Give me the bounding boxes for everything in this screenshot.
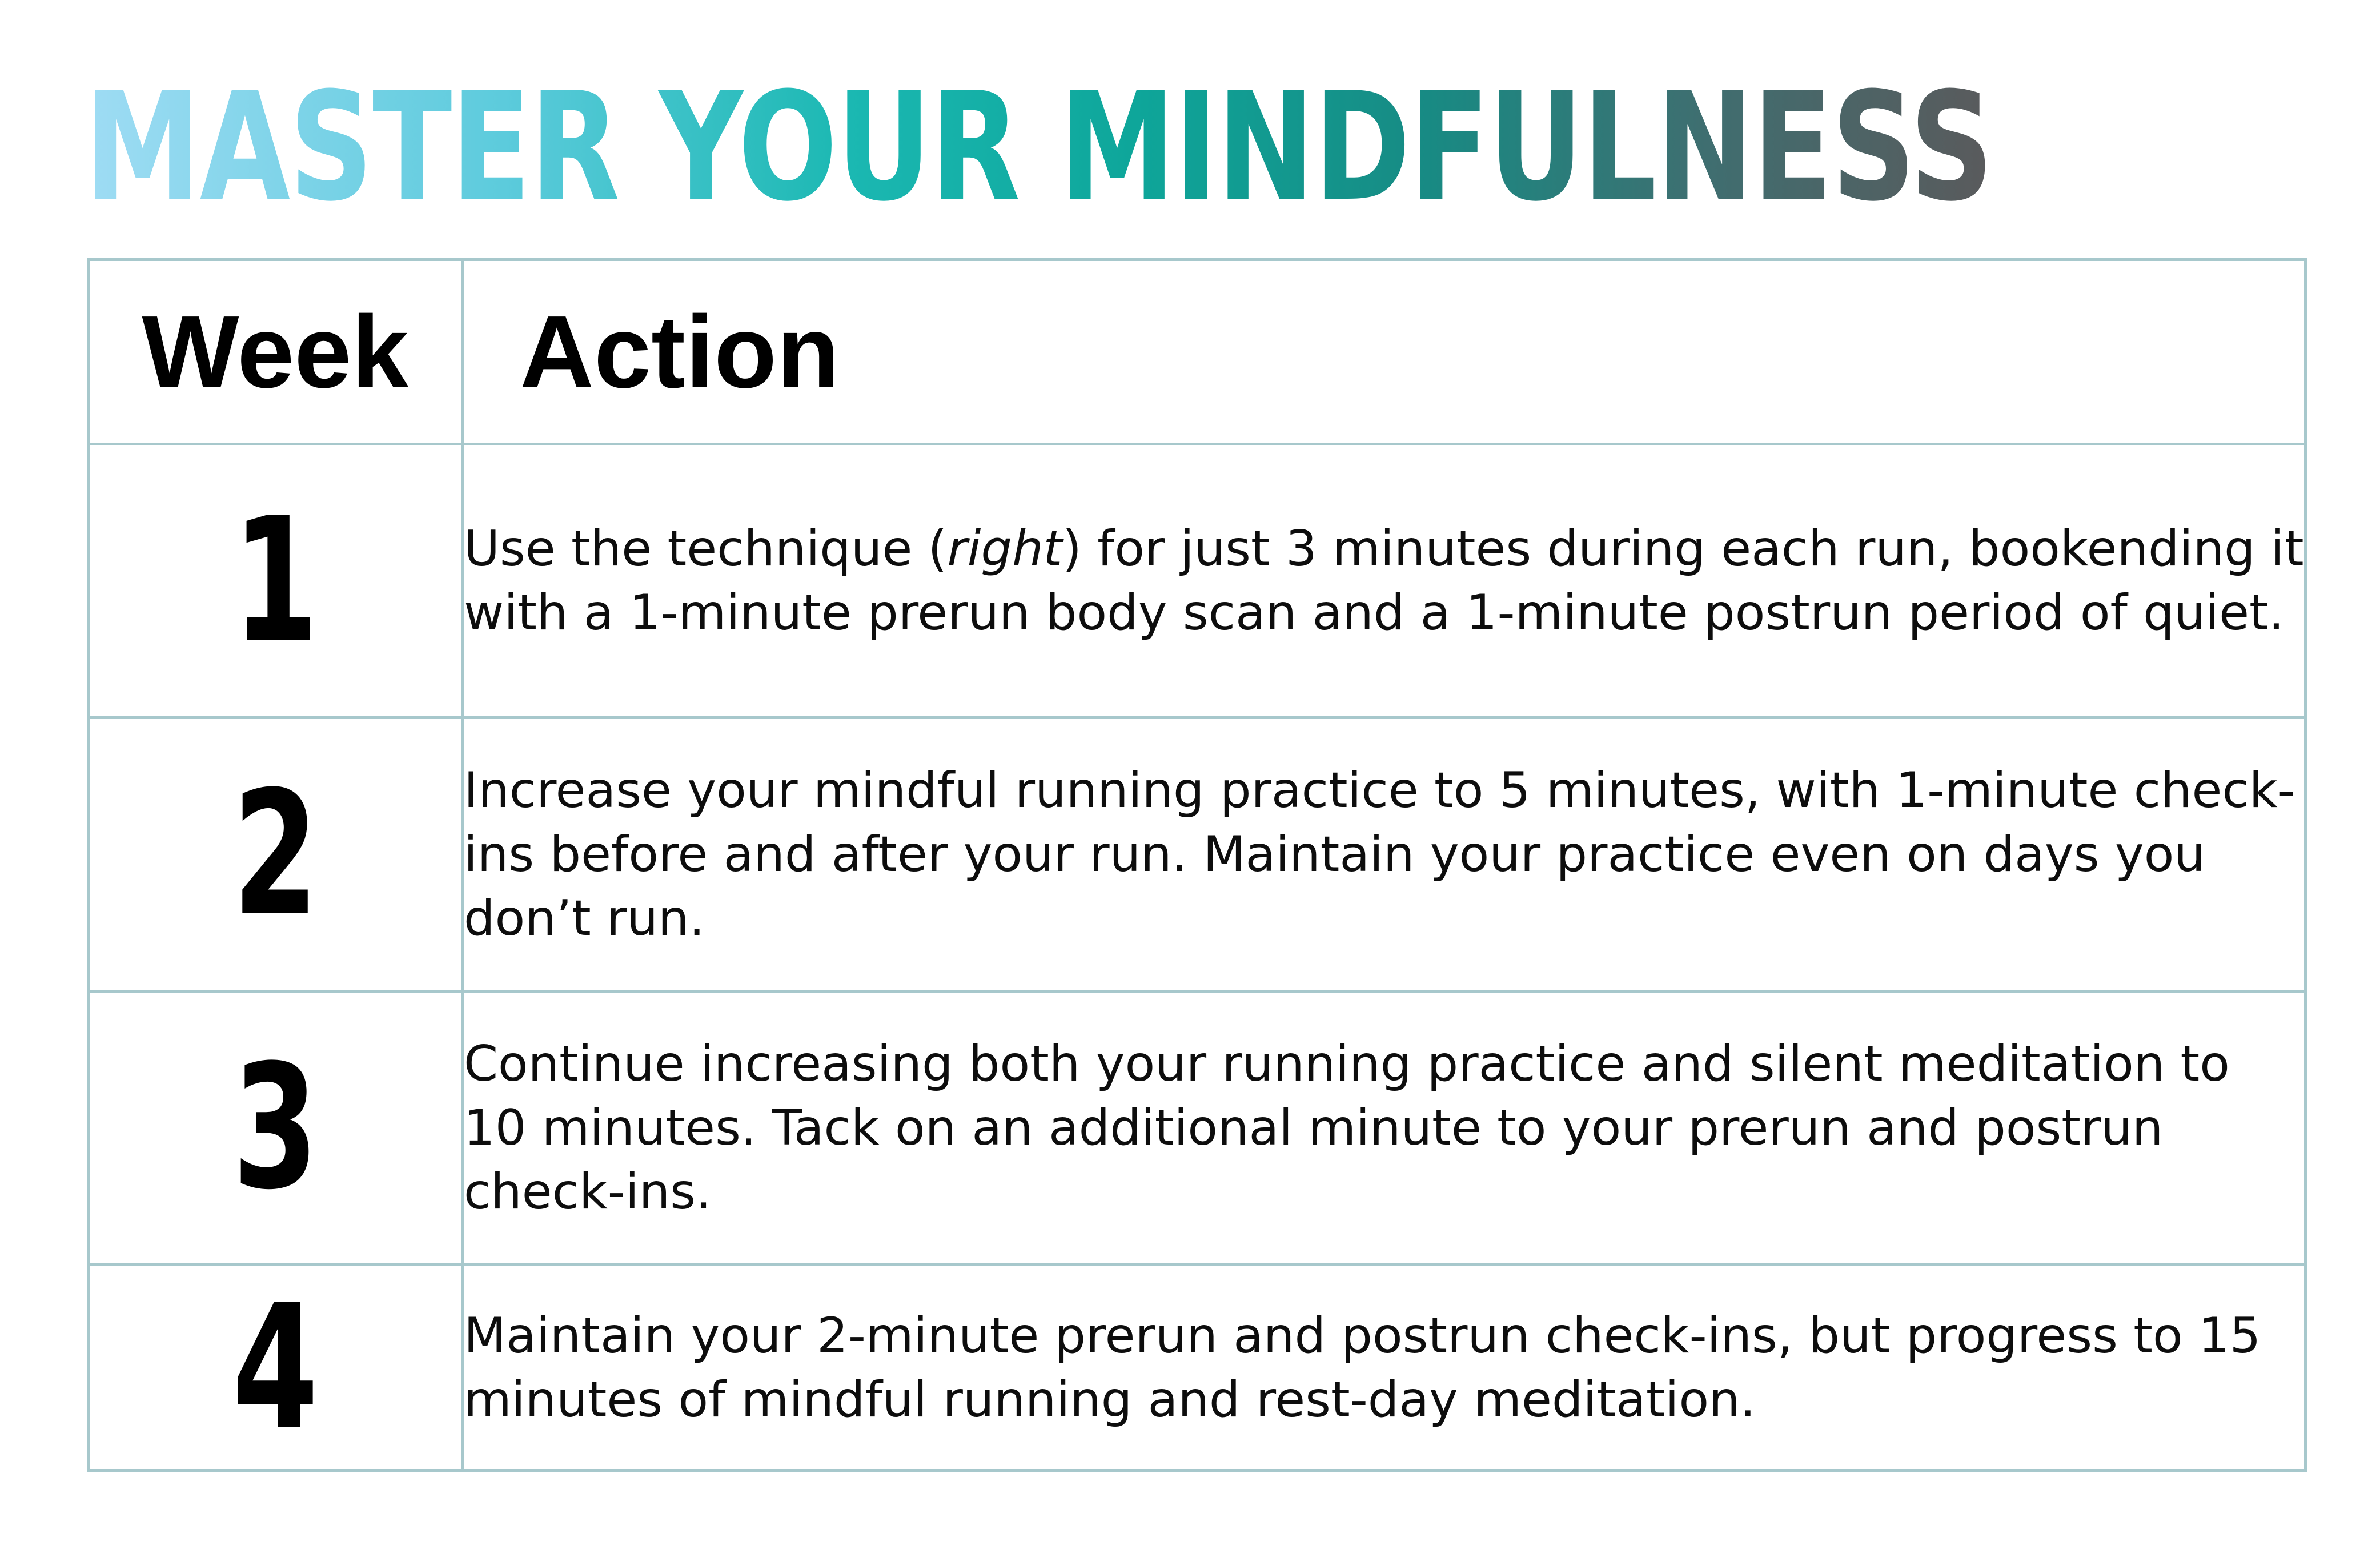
- week-number: 4: [232, 1267, 319, 1467]
- table-row: [89, 444, 2306, 718]
- page-title: [85, 60, 2026, 234]
- week-column-header: Week: [89, 260, 463, 444]
- week-number: 3: [232, 1027, 319, 1227]
- week-number-cell: [89, 1264, 463, 1471]
- page-title-text: MASTER YOUR MINDFULNESS: [85, 60, 1993, 234]
- table-row: [89, 717, 2306, 991]
- week-number: 2: [232, 754, 319, 954]
- action-cell: Maintain your 2-minute prerun and postrun check-ins, but progress to 15 minutes of mindful running and rest-day meditation.: [463, 1264, 2306, 1471]
- table-header-row: [89, 260, 2306, 444]
- action-cell: Continue increasing both your running practice and silent meditation to 10 minutes. Tack on an additional minute to your prerun and postrun check-ins.: [463, 991, 2306, 1264]
- table-row: [89, 1264, 2306, 1471]
- action-text-part: ) for just 3 minutes during each run, bookending it with a 1-minute prerun body scan and a 1-minute postrun period of quiet.: [464, 520, 2304, 641]
- week-number-cell: [89, 991, 463, 1264]
- action-cell: Increase your mindful running practice to 5 minutes, with 1-minute check-ins before and after your run. Maintain your practice even on days you don’t run.: [463, 717, 2306, 991]
- action-cell: [463, 444, 2306, 718]
- action-text-italic: right: [947, 520, 1063, 577]
- week-number: 1: [232, 480, 319, 680]
- mindfulness-plan-table: [87, 258, 2307, 1472]
- week-number-cell: [89, 444, 463, 718]
- week-number-cell: [89, 717, 463, 991]
- action-column-header: Action: [463, 260, 2306, 444]
- action-text-part: Use the technique (: [464, 520, 948, 577]
- table-row: [89, 991, 2306, 1264]
